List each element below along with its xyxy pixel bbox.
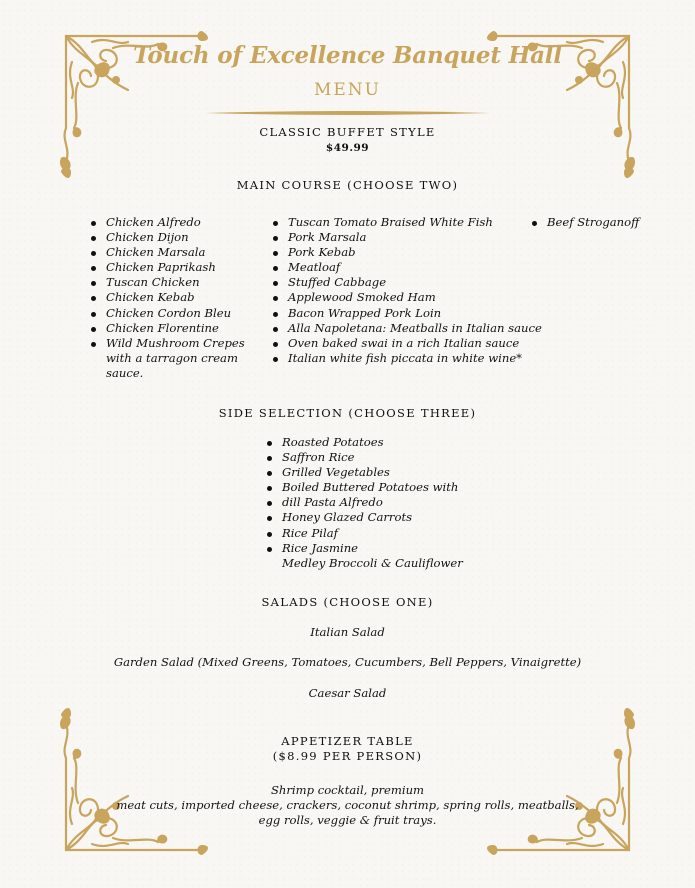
- list-item: Stuffed Cabbage: [272, 275, 542, 290]
- appetizer-heading: APPETIZER TABLE: [281, 734, 414, 748]
- list-item: dill Pasta Alfredo: [266, 495, 506, 510]
- ornament-corner-bottom-left: [58, 688, 208, 858]
- package-name: CLASSIC BUFFET STYLE: [259, 125, 436, 139]
- menu-label: MENU: [313, 80, 382, 100]
- ornamental-corner-flourish-icon: [58, 688, 208, 858]
- title-divider: [205, 110, 490, 116]
- ornamental-corner-flourish-icon: [487, 688, 637, 858]
- list-item: Tuscan Chicken: [90, 275, 250, 290]
- list-item: Pork Marsala: [272, 230, 542, 245]
- main-course-column-3: [531, 215, 661, 230]
- sides-list: [266, 435, 506, 571]
- list-item: Roasted Potatoes: [266, 435, 506, 450]
- list-item: Beef Stroganoff: [531, 215, 661, 230]
- salads-heading: SALADS (CHOOSE ONE): [261, 595, 434, 609]
- list-item: Italian white fish piccata in white wine*: [272, 351, 542, 366]
- list-item: Pork Kebab: [272, 245, 542, 260]
- list-item: Grilled Vegetables: [266, 465, 506, 480]
- page-title: Touch of Excellence Banquet Hall: [133, 42, 562, 69]
- main-course-heading: MAIN COURSE (CHOOSE TWO): [236, 178, 459, 192]
- list-item: Oven baked swai in a rich Italian sauce: [272, 336, 542, 351]
- appetizer-line: meat cuts, imported cheese, crackers, coconut shrimp, spring rolls, meatballs,: [116, 798, 579, 812]
- main-course-column-2: [272, 215, 542, 366]
- appetizer-price: ($8.99 PER PERSON): [272, 749, 423, 763]
- list-item-line: sauce.: [106, 365, 144, 380]
- list-item: Chicken Marsala: [90, 245, 250, 260]
- list-item: Boiled Buttered Potatoes with: [266, 480, 506, 495]
- sides-heading: SIDE SELECTION (CHOOSE THREE): [218, 406, 477, 420]
- list-item-line: Wild Mushroom Crepes: [106, 335, 245, 350]
- list-item: Bacon Wrapped Pork Loin: [272, 306, 542, 321]
- main-course-column-1: [90, 215, 250, 381]
- package-price: $49.99: [325, 142, 370, 154]
- list-item-continuation: Medley Broccoli & Cauliflower: [282, 555, 463, 570]
- list-item: Saffron Rice: [266, 450, 506, 465]
- list-item: Honey Glazed Carrots: [266, 510, 506, 525]
- list-item: Rice Pilaf: [266, 526, 506, 541]
- list-item: Alla Napoletana: Meatballs in Italian sauce: [272, 321, 542, 336]
- appetizer-line: egg rolls, veggie & fruit trays.: [258, 813, 437, 827]
- list-item: Chicken Dijon: [90, 230, 250, 245]
- list-item-line: with a tarragon cream: [106, 350, 238, 365]
- list-item: [90, 336, 250, 381]
- list-item: Chicken Kebab: [90, 290, 250, 305]
- salad-item: Caesar Salad: [308, 686, 387, 700]
- ornament-corner-bottom-right: [487, 688, 637, 858]
- list-item: Rice Jasmine: [266, 541, 506, 556]
- list-item: Applewood Smoked Ham: [272, 290, 542, 305]
- list-item: Chicken Paprikash: [90, 260, 250, 275]
- salad-item: Italian Salad: [310, 625, 385, 639]
- list-item: Meatloaf: [272, 260, 542, 275]
- list-item: Chicken Florentine: [90, 321, 250, 336]
- list-item: Chicken Cordon Bleu: [90, 306, 250, 321]
- salad-item: Garden Salad (Mixed Greens, Tomatoes, Cucumbers, Bell Peppers, Vinaigrette): [113, 655, 582, 669]
- list-item: Tuscan Tomato Braised White Fish: [272, 215, 542, 230]
- list-item: Chicken Alfredo: [90, 215, 250, 230]
- appetizer-line: Shrimp cocktail, premium: [270, 783, 425, 797]
